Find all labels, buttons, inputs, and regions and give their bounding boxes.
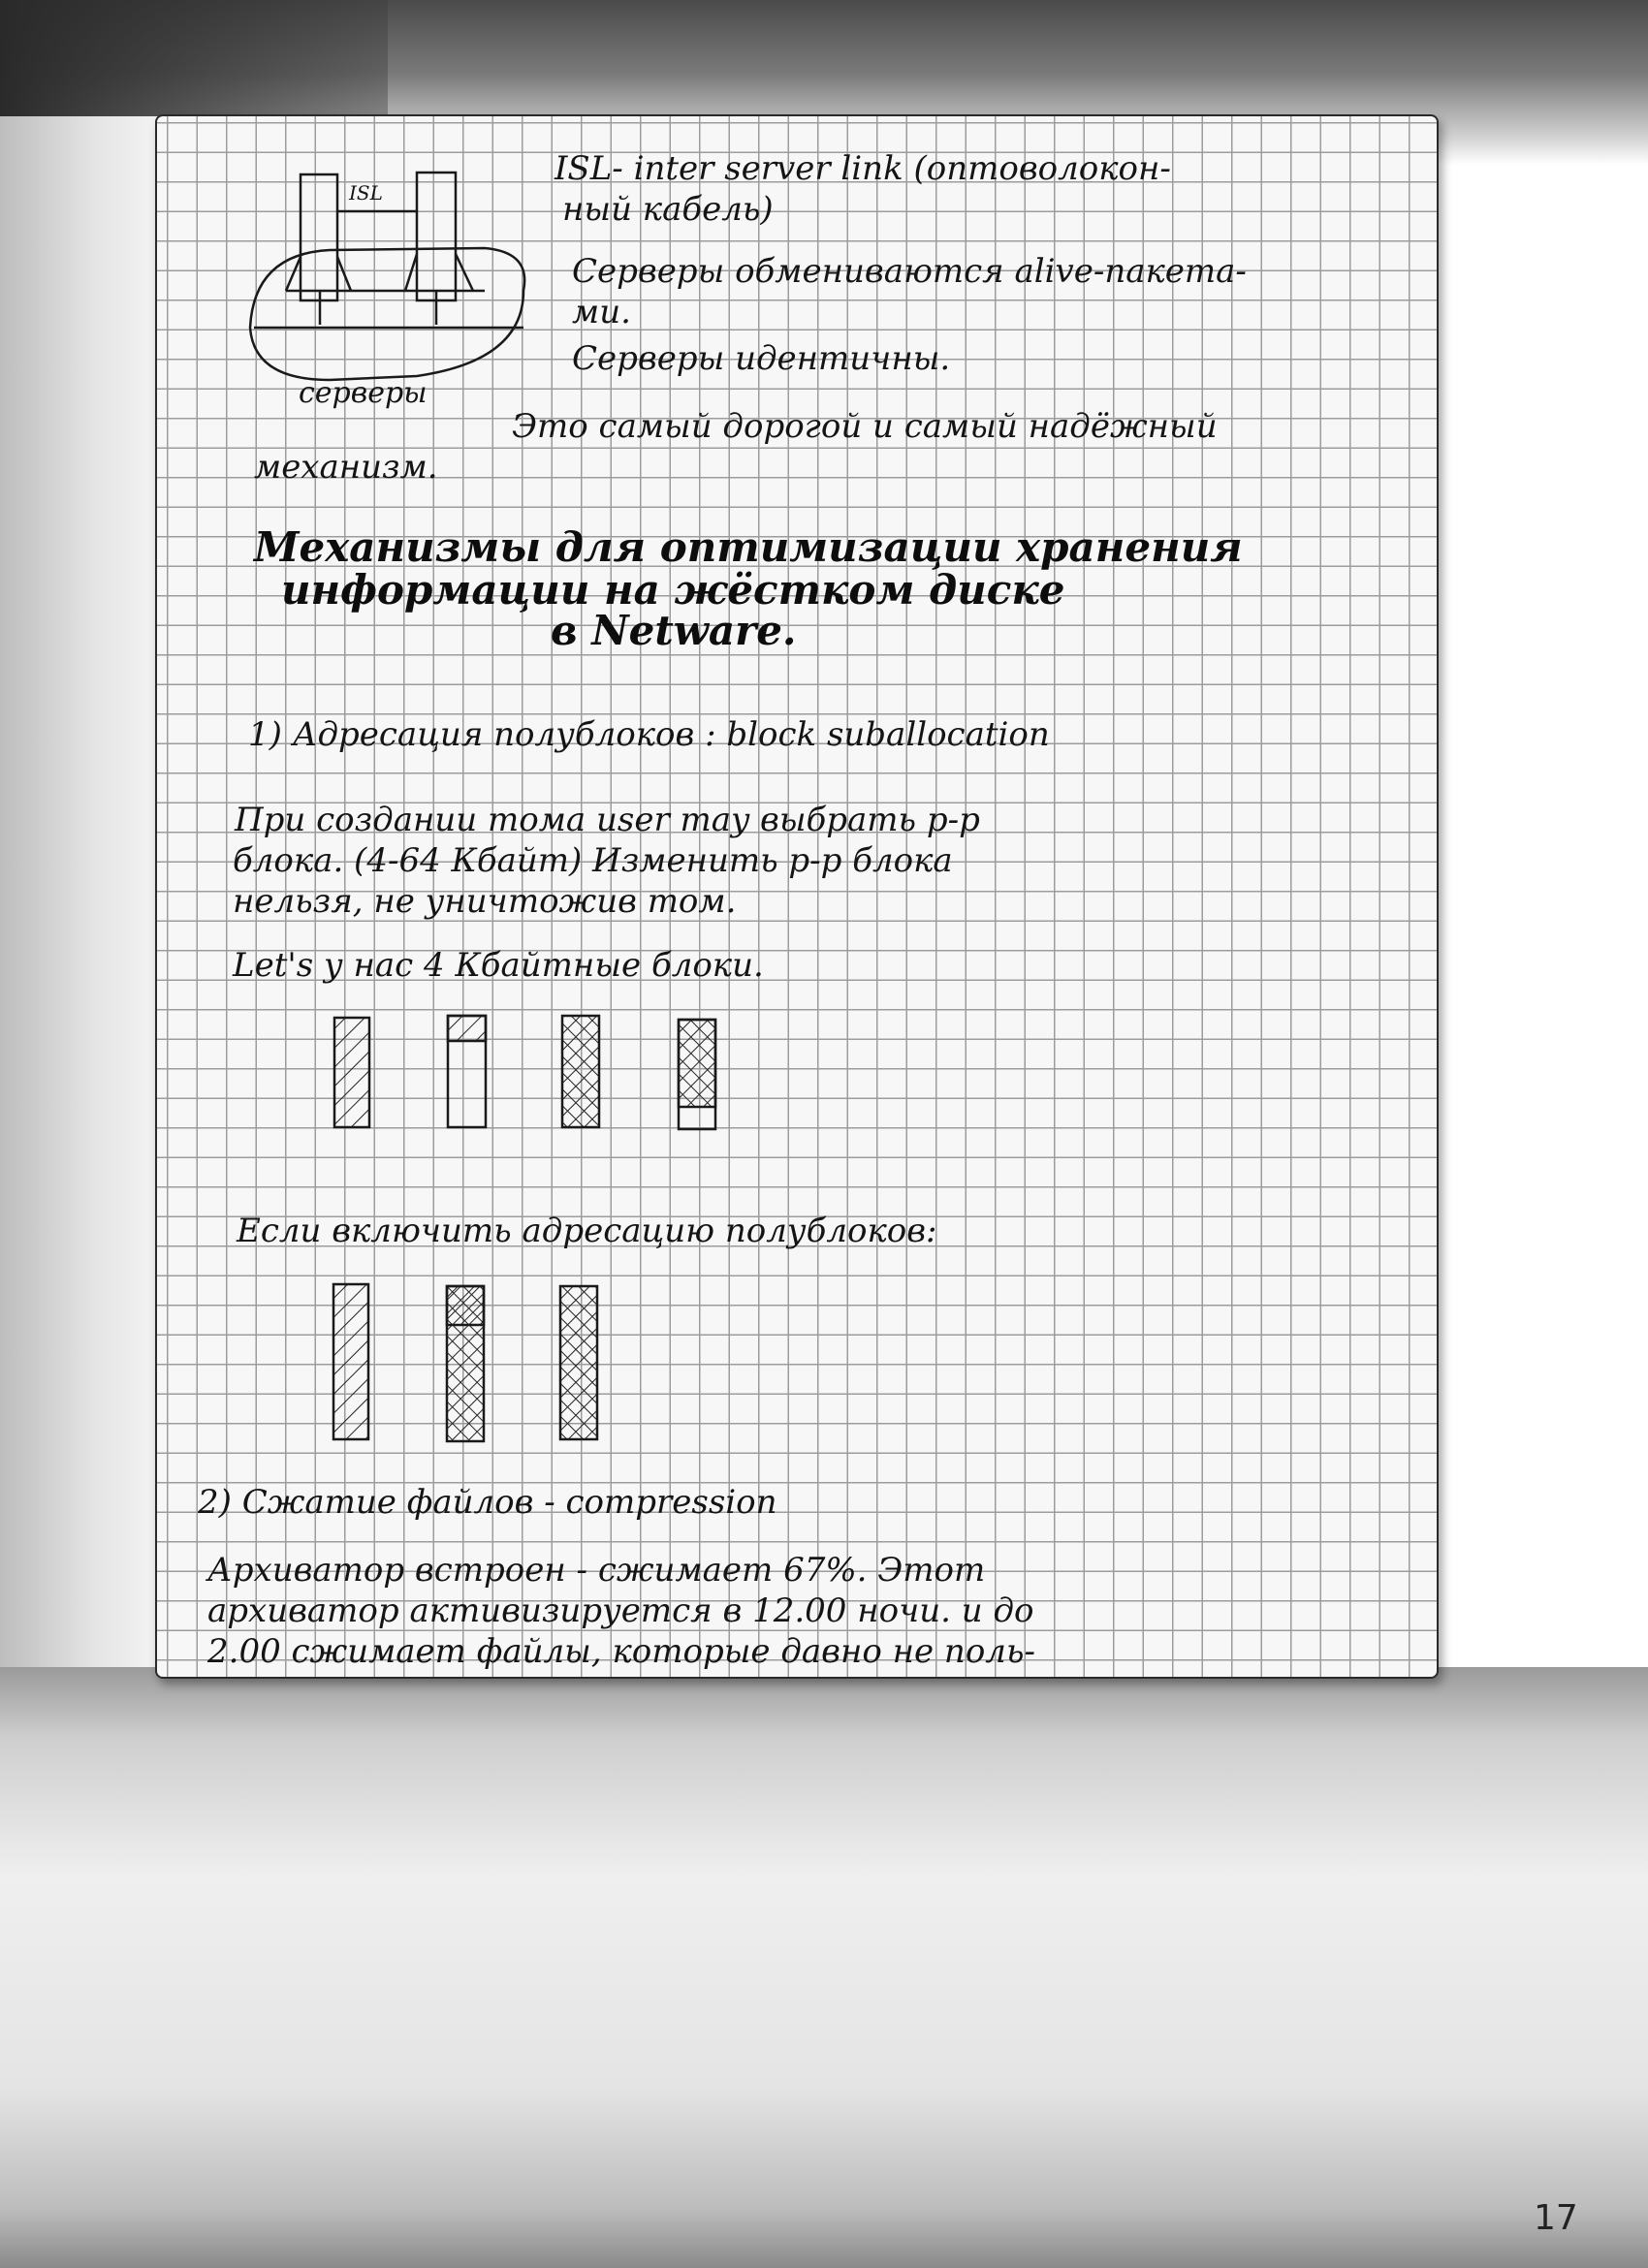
server-diagram <box>250 173 524 380</box>
section2-text-line2: архиватор активизируется в 12.00 ночи. и до <box>207 1591 1034 1630</box>
section-heading-line2: информации на жёстком диске <box>281 566 1065 614</box>
costly-reliable-line1: Это самый дорогой и самый надёжный <box>512 407 1218 446</box>
block-full-cross <box>562 1016 599 1127</box>
blocks-with-suballocation <box>333 1284 597 1441</box>
section2-text-line1: Архиватор встроен - сжимает 67%. Этот <box>207 1551 986 1590</box>
section1-title: 1) Адресация полублоков : block suballocation <box>248 715 1050 754</box>
section1-text-line4: Let's у нас 4 Кбайтные блоки. <box>233 946 764 985</box>
alive-packets-line2: ми. <box>572 293 631 331</box>
subblock-cross <box>560 1286 597 1439</box>
section1-text-line5: Если включить адресацию полублоков: <box>237 1212 937 1250</box>
section-heading-line3: в Netware. <box>551 607 797 654</box>
section-heading-line1: Механизмы для оптимизации хранения <box>254 523 1243 571</box>
isl-definition-line1: ISL- inter server link (оптоволокон- <box>555 149 1171 188</box>
alive-packets-line1: Серверы обмениваются alive-пакета- <box>572 252 1247 291</box>
costly-reliable-line2: механизм. <box>254 448 438 487</box>
servers-identical: Серверы идентичны. <box>572 339 951 378</box>
subblock-hatched <box>333 1284 368 1439</box>
section1-text-line2: блока. (4-64 Кбайт) Изменить р-р блока <box>233 841 953 880</box>
servers-caption: серверы <box>299 376 428 410</box>
section2-text-line3: 2.00 сжимает файлы, которые давно не поль- <box>207 1632 1035 1671</box>
section1-text-line1: При создании тома user may выбрать р-р <box>235 801 980 839</box>
section2-title: 2) Сжатие файлов - compression <box>198 1483 777 1522</box>
block-full-hatched <box>334 1018 369 1127</box>
isl-link-label: ISL <box>349 181 383 205</box>
page-number: 17 <box>1534 2198 1578 2238</box>
blocks-without-suballocation <box>334 1016 715 1129</box>
section1-text-line3: нельзя, не уничтожив том. <box>233 882 737 921</box>
isl-definition-line2: ный кабель) <box>562 190 774 229</box>
